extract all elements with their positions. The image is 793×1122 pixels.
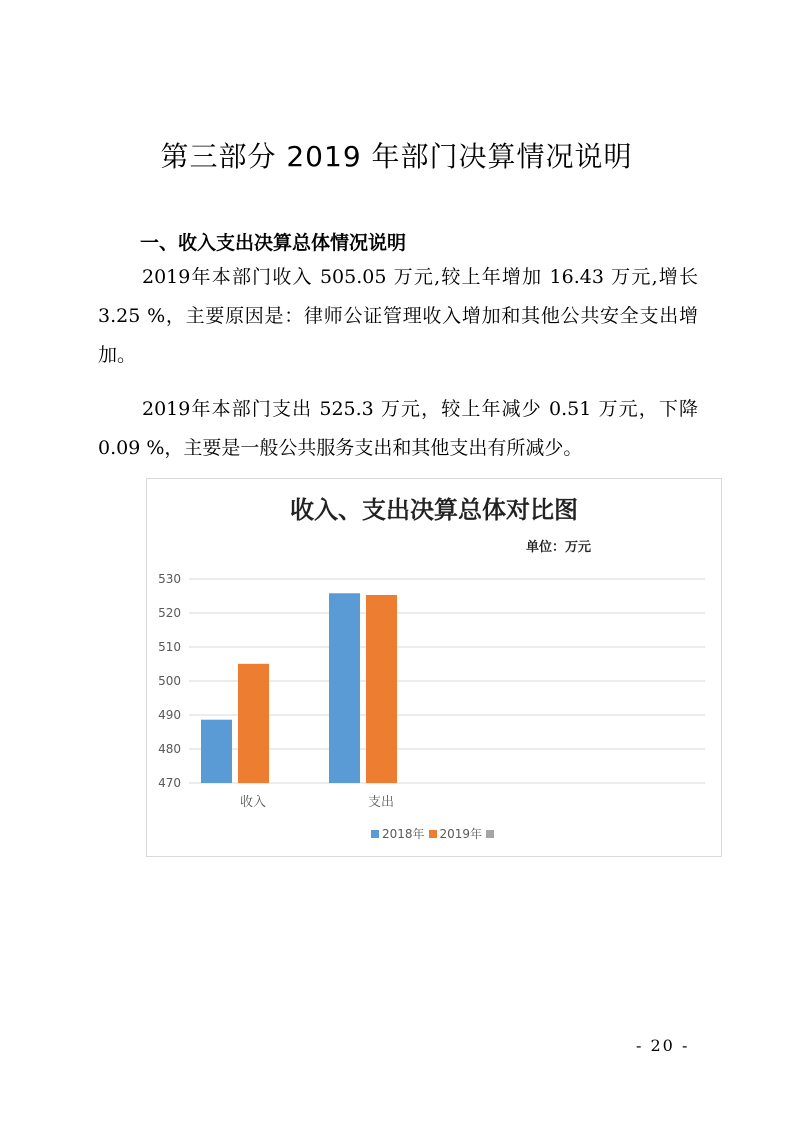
legend-swatch	[429, 830, 437, 838]
page-number: - 20 -	[636, 1036, 690, 1055]
y-tick-label: 500	[158, 674, 181, 688]
y-tick-label: 530	[158, 572, 181, 586]
bar-2018年	[201, 720, 232, 783]
section-heading: 一、收入支出决算总体情况说明	[140, 232, 407, 254]
legend-swatch	[371, 830, 379, 838]
bar-2018年	[329, 593, 360, 783]
legend-label: 2019年	[439, 827, 483, 841]
y-tick-label: 470	[158, 776, 181, 790]
page-title: 第三部分 2019 年部门决算情况说明	[160, 140, 633, 173]
legend-item	[429, 825, 483, 842]
bar-2019年	[366, 595, 397, 783]
bar-2019年	[238, 664, 269, 783]
bar-chart	[147, 479, 723, 858]
legend-item	[486, 827, 497, 841]
legend-item	[371, 825, 425, 842]
x-tick-label: 收入	[239, 795, 267, 810]
chart-legend	[147, 825, 721, 842]
legend-swatch	[486, 830, 494, 838]
chart-container	[146, 478, 722, 857]
chart-title: 收入、支出决算总体对比图	[290, 496, 578, 524]
y-tick-label: 490	[158, 708, 181, 722]
y-tick-label: 480	[158, 742, 181, 756]
y-tick-label: 520	[158, 606, 181, 620]
income-paragraph: 2019年本部门收入 505.05 万元,较上年增加 16.43 万元,增长 3.25 %，主要原因是：律师公证管理收入增加和其他公共安全支出增加。	[98, 266, 698, 366]
chart-unit-label: 单位：万元	[526, 540, 592, 555]
y-tick-label: 510	[158, 640, 181, 654]
legend-label: 2018年	[381, 827, 425, 841]
x-tick-label: 支出	[367, 795, 395, 810]
expense-paragraph: 2019年本部门支出 525.3 万元，较上年减少 0.51 万元，下降 0.09 %，主要是一般公共服务支出和其他支出有所减少。	[98, 398, 698, 459]
